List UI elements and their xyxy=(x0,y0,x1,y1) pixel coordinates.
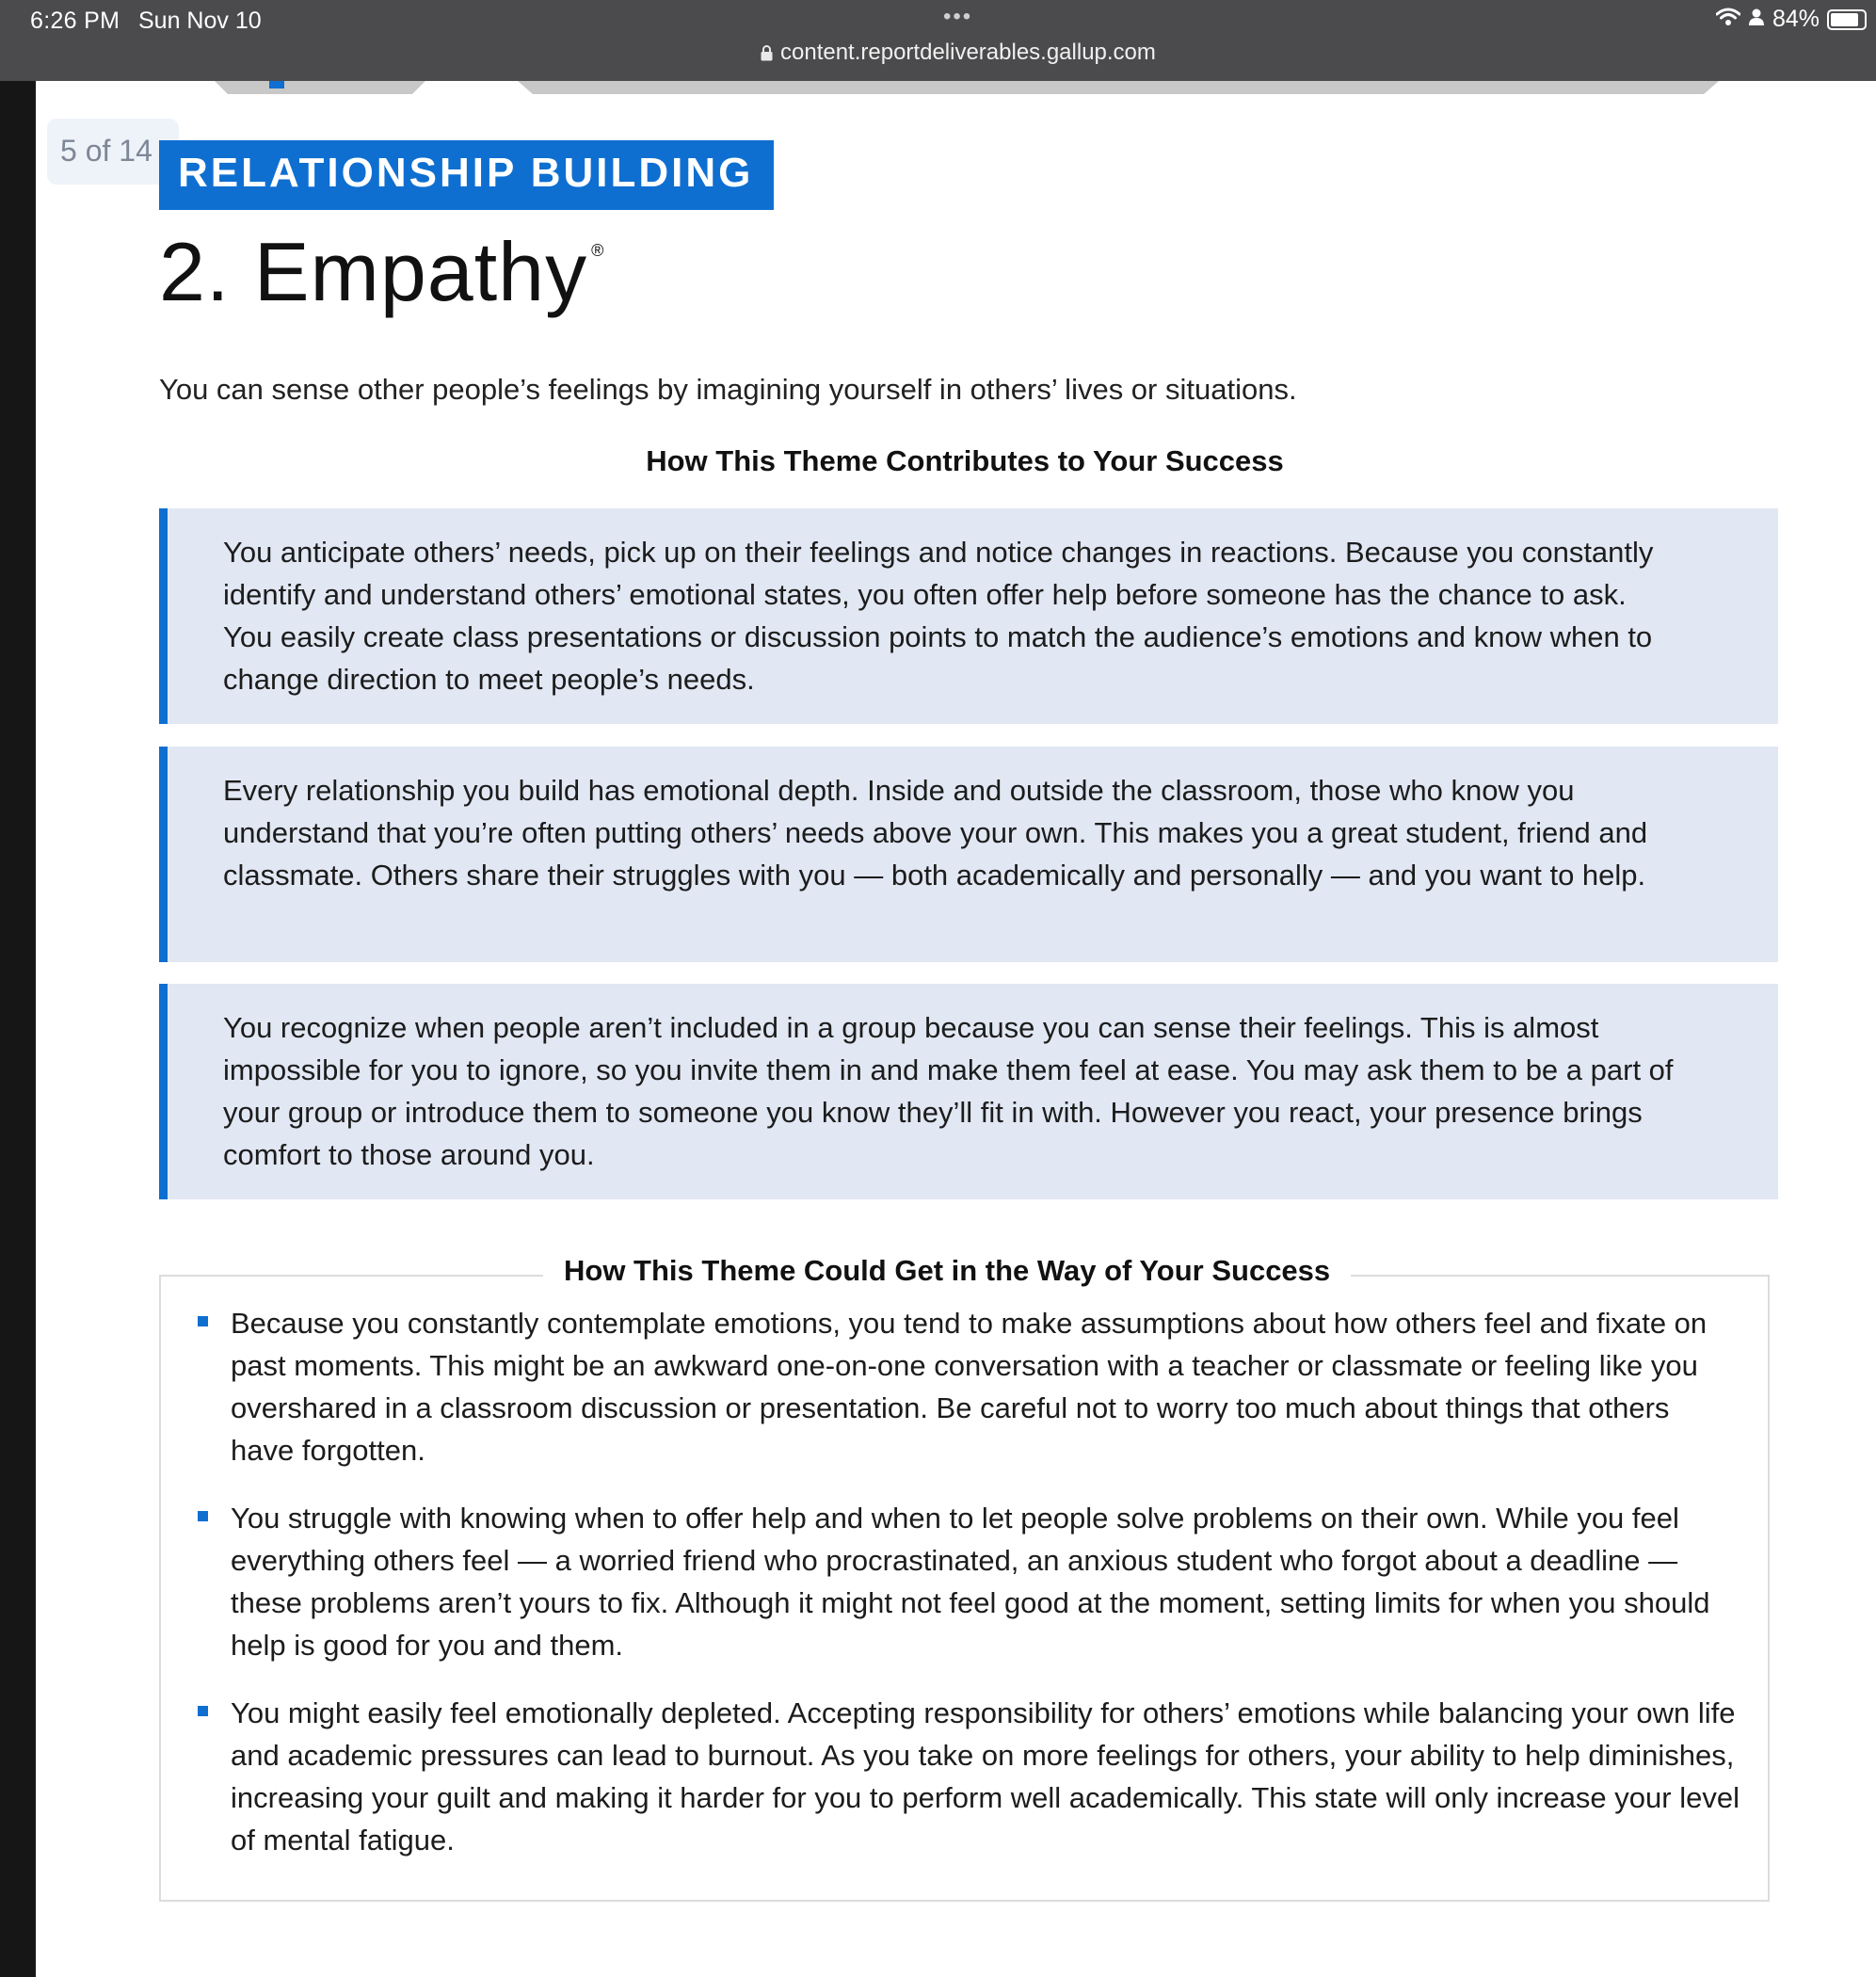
theme-definition: You can sense other people’s feelings by imagining yourself in others’ lives or situations. xyxy=(159,373,1297,406)
contributes-heading: How This Theme Contributes to Your Success xyxy=(646,444,1284,477)
bullet-icon xyxy=(198,1511,208,1521)
status-time: 6:26 PM xyxy=(30,8,120,34)
contribution-text: Every relationship you build has emotional depth. Inside and outside the classroom, those who know you understand that you’re often putting others’ needs above your own. This makes you a great student, friend and classmate. Others share their struggles with you — both academically and personally — and you want to help. xyxy=(223,774,1648,892)
page-title xyxy=(159,224,604,320)
multitasking-dots-icon[interactable]: ••• xyxy=(943,4,973,29)
wifi-icon xyxy=(1716,6,1740,33)
previous-page-graphic xyxy=(0,81,1876,96)
screen-bezel-edge xyxy=(0,81,36,1977)
contribution-card xyxy=(159,508,1778,724)
contribution-text: You anticipate others’ needs, pick up on their feelings and notice changes in reactions. Because you constantly identify and understand others’ emotional states, you often offer help before someone has the chance to ask. You easily create class presentations or discussion points to match the audience’s emotions and know when to change direction to meet people’s needs. xyxy=(223,536,1654,696)
theme-name: 2. Empathy xyxy=(159,225,588,318)
status-bar xyxy=(0,0,1876,81)
person-icon xyxy=(1748,6,1765,33)
domain-label: RELATIONSHIP BUILDING xyxy=(159,140,774,210)
contribution-card xyxy=(159,747,1778,962)
contribution-card xyxy=(159,984,1778,1199)
url-text[interactable]: content.reportdeliverables.gallup.com xyxy=(780,40,1156,65)
trademark-symbol: ® xyxy=(591,241,605,260)
hinder-text: Because you constantly contemplate emotions, you tend to make assumptions about how others feel and fixate on past moments. This might be an awkward one-on-one conversation with a teacher or classmate or feeling like you overshared in a classroom discussion or presentation. Be careful not to worry too much about things that others have forgotten. xyxy=(231,1307,1708,1467)
list-item xyxy=(197,1302,1740,1471)
battery-fill xyxy=(1831,13,1858,26)
contribution-text: You recognize when people aren’t included in a group because you can sense their feelings. This is almost impossible for you to ignore, so you invite them in and make them feel at ease. You may ask them to be a part of your group or introduce them to someone you know they’ll fit in with. However you react, your presence brings comfort to those around you. xyxy=(223,1011,1674,1171)
status-date: Sun Nov 10 xyxy=(138,8,262,34)
page-counter: 5 of 14 xyxy=(47,119,179,185)
hinder-text: You struggle with knowing when to offer help and when to let people solve problems on their own. While you feel everything others feel — a worried friend who procrastinated, an anxious student who forgot about a deadline — these problems aren’t yours to fix. Although it might not feel good at the moment, setting limits for when you should help is good for you and them. xyxy=(231,1502,1710,1662)
lock-icon xyxy=(761,45,773,60)
status-indicators xyxy=(1716,6,1867,33)
hinders-list xyxy=(197,1302,1740,1887)
list-item xyxy=(197,1497,1740,1666)
hinder-text: You might easily feel emotionally depleted. Accepting responsibility for others’ emotions while balancing your own life and academic pressures can lead to burnout. As you take on more feelings for others, your ability to help diminishes, increasing your guilt and making it harder for you to perform well academically. This state will only increase your level of mental fatigue. xyxy=(231,1696,1740,1856)
battery-icon xyxy=(1827,9,1867,30)
battery-percent: 84% xyxy=(1772,6,1820,32)
address-bar[interactable] xyxy=(761,40,1156,66)
bullet-icon xyxy=(198,1706,208,1716)
list-item xyxy=(197,1692,1740,1861)
hinders-heading: How This Theme Could Get in the Way of Your Success xyxy=(543,1254,1351,1288)
bullet-icon xyxy=(198,1316,208,1326)
